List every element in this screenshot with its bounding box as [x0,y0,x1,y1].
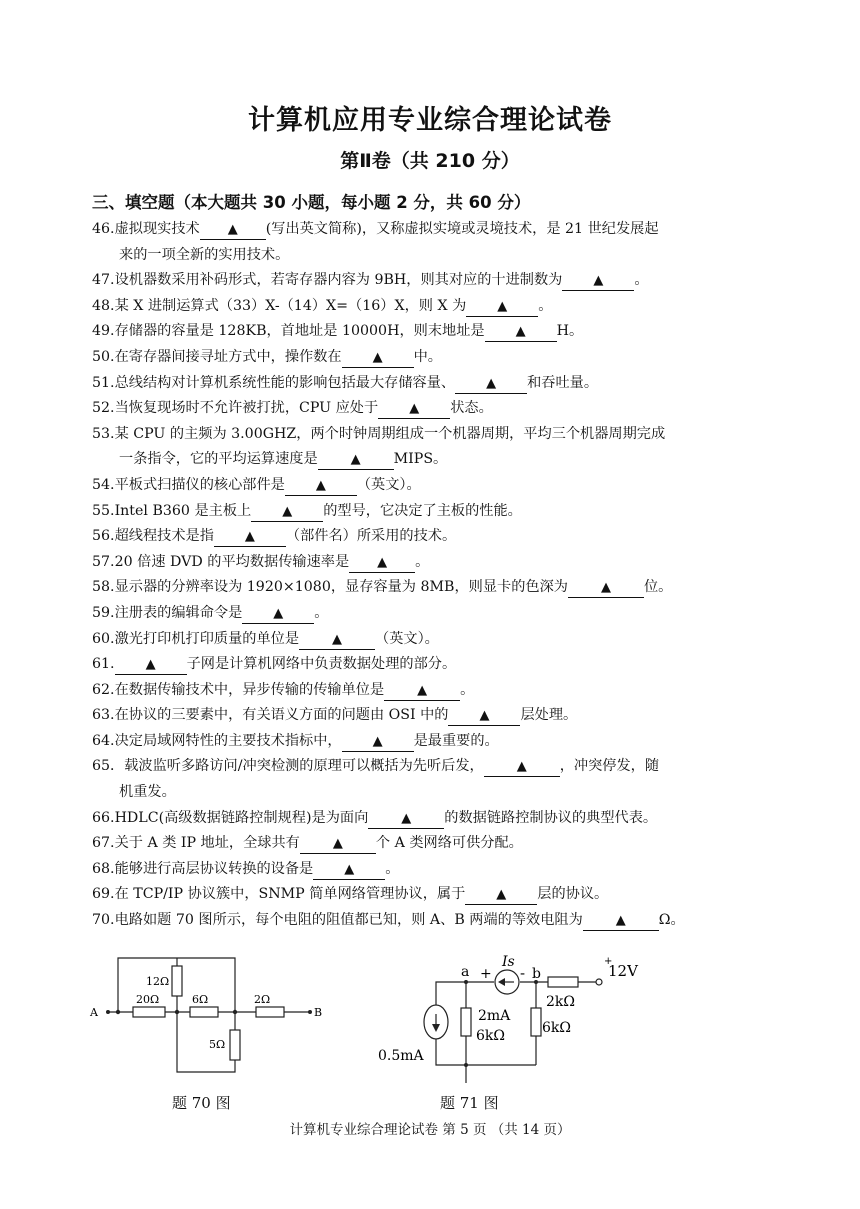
question-item [92,217,772,268]
question-item [92,627,772,653]
question-text: 63.在协议的三要素中，有关语义方面的问题由 OSI 中的 [92,707,449,724]
question-text: 68.能够进行高层协议转换的设备是 [92,860,314,877]
figure-70-caption: 题 70 图 [172,1094,231,1112]
question-item [92,550,772,576]
answer-blank[interactable]: ▲ [466,297,538,317]
circuit-figure-70 [88,950,323,1085]
question-text: 52.当恢复现场时不允许被打扰，CPU 应处于 [92,400,379,417]
question-text: 54.平板式扫描仪的核心部件是 [92,476,285,493]
answer-blank[interactable]: ▲ [242,604,314,624]
question-text: 67.关于 A 类 IP 地址，全球共有 [92,835,300,852]
question-text: 60.激光打印机打印质量的单位是 [92,630,300,647]
answer-blank[interactable]: ▲ [349,553,415,573]
question-item [92,268,772,294]
question-text: 。 [415,553,430,570]
terminal-b-label: B [314,1006,323,1019]
question-text: 46.虚拟现实技术 [92,221,200,237]
question-text: 53.某 CPU 的主频为 3.00GHZ，两个时钟周期组成一个机器周期，平均三个机器周期完成 [92,425,666,442]
question-text: 55.Intel B360 是主板上 [92,502,252,519]
question-text: 65．载波监听多路访问/冲突检测的原理可以概括为先听后发， [92,758,484,775]
node-b-label: b [532,966,541,982]
question-item [92,806,772,832]
question-item [92,652,772,678]
question-text: 50.在寄存器间接寻址方式中，操作数在 [92,348,342,365]
answer-blank[interactable]: ▲ [568,578,644,598]
answer-blank[interactable]: ▲ [448,706,520,726]
exam-title: 计算机应用专业综合理论试卷 [248,105,612,136]
resistor-12-label: 12Ω [146,975,170,988]
node-a-label: a [461,964,470,980]
answer-blank[interactable]: ▲ [115,655,187,675]
current-mid-label: 2mA [478,1008,511,1024]
answer-blank[interactable]: ▲ [318,450,394,470]
page-footer: 计算机专业综合理论试卷 第 5 页 （共 14 页） [289,1122,571,1138]
source-plus-sign: + [480,966,492,982]
answer-blank[interactable]: ▲ [465,885,537,905]
question-text: 51.总线结构对计算机系统性能的影响包括最大存储容量、 [92,374,456,391]
question-item [92,754,772,805]
question-text: 个 A 类网络可供分配。 [375,835,523,852]
question-text: 56.超线程技术是指 [92,528,214,545]
paper-subtitle: 第Ⅱ卷（共 210 分） [340,150,520,172]
question-text: ，冲突停发，随 [559,758,660,775]
question-text: 位。 [643,579,673,596]
question-text: H。 [556,323,584,340]
question-text: 状态。 [450,400,493,417]
question-text: 。 [634,272,649,289]
answer-blank[interactable]: ▲ [378,399,450,419]
question-text: 的数据链路控制协议的典型代表。 [444,809,658,826]
question-text: 58.显示器的分辨率设为 1920×1080，显存容量为 8MB，则显卡的色深为 [92,579,568,596]
resistor-5-label: 5Ω [209,1038,226,1051]
question-item [92,499,772,525]
answer-blank[interactable]: ▲ [299,630,375,650]
question-continuation: 机重发。 [119,784,176,801]
question-text: 层的协议。 [537,886,609,903]
question-item [92,345,772,371]
question-text: 59.注册表的编辑命令是 [92,604,243,621]
voltage-plus-sign: + [604,956,613,967]
question-item [92,396,772,422]
question-item [92,601,772,627]
question-item [92,703,772,729]
question-text: 48.某 X 进制运算式（33）X-（14）X=（16）X，则 X 为 [92,297,467,314]
question-text: 69.在 TCP/IP 协议簇中，SNMP 简单网络管理协议，属于 [92,886,466,903]
question-text: 是最重要的。 [413,732,499,749]
question-item [92,908,772,934]
question-text: （部件名）所采用的技术。 [285,528,457,545]
question-item [92,524,772,550]
answer-blank[interactable]: ▲ [485,322,557,342]
answer-blank[interactable]: ▲ [251,502,323,522]
question-item [92,371,772,397]
question-list [92,217,772,934]
question-text: （英文）。 [375,630,439,647]
question-text: 。 [460,681,475,698]
source-minus-sign: - [520,964,526,982]
question-text: 64.决定局域网特性的主要技术指标中， [92,732,342,749]
question-item [92,319,772,345]
question-item [92,678,772,704]
question-item [92,473,772,499]
question-continuation: 来的一项全新的实用技术。 [119,246,290,263]
answer-blank[interactable]: ▲ [285,476,357,496]
question-text: MIPS。 [393,451,448,468]
question-item [92,422,772,473]
question-item [92,882,772,908]
answer-blank[interactable]: ▲ [384,681,460,701]
question-text: 57.20 倍速 DVD 的平均数据传输速率是 [92,553,350,570]
question-text: 。 [538,297,553,314]
question-text: 子网是计算机网络中负责数据处理的部分。 [186,656,457,673]
answer-blank[interactable]: ▲ [214,527,286,547]
answer-blank[interactable]: ▲ [583,911,659,931]
circuit-figure-71 [376,950,638,1090]
question-text: 层处理。 [520,707,578,724]
question-text: Ω。 [658,912,685,929]
question-text: (写出英文简称)，又称虚拟实境或灵境技术，是 21 世纪发展起 [265,221,659,237]
question-item [92,831,772,857]
question-item [92,857,772,883]
answer-blank[interactable]: ▲ [342,732,414,752]
answer-blank[interactable]: ▲ [342,348,414,368]
question-text: 49.存储器的容量是 128KB，首地址是 10000H，则末地址是 [92,323,485,340]
question-item [92,729,772,755]
resistor-series-label: 2kΩ [546,994,575,1010]
answer-blank[interactable]: ▲ [313,860,385,880]
resistor-mid-label: 6kΩ [476,1028,505,1044]
resistor-20-label: 20Ω [136,993,160,1006]
resistor-2-label: 2Ω [254,993,271,1006]
resistor-6-label: 6Ω [192,993,209,1006]
figure-71-caption: 题 71 图 [440,1094,499,1112]
question-text: 62.在数据传输技术中，异步传输的传输单位是 [92,681,385,698]
answer-blank[interactable]: ▲ [455,374,527,394]
answer-blank[interactable]: ▲ [484,757,560,777]
section-heading: 三、填空题（本大题共 30 小题，每小题 2 分，共 60 分） [92,193,531,212]
voltage-label: 12V [608,962,638,980]
question-text: 一条指令，它的平均运算速度是 [119,451,318,468]
resistor-right-label: 6kΩ [542,1020,571,1036]
answer-blank[interactable]: ▲ [200,220,266,240]
question-text: 70.电路如题 70 图所示，每个电阻的阻值都已知，则 A、B 两端的等效电阻为 [92,912,583,929]
question-text: （英文）。 [356,476,421,493]
question-item [92,294,772,320]
question-text: 47.设机器数采用补码形式，若寄存器内容为 9BH，则其对应的十进制数为 [92,272,563,289]
question-item [92,575,772,601]
question-text: 和吞吐量。 [527,374,599,391]
answer-blank[interactable]: ▲ [562,271,634,291]
current-source-label: Is [502,954,515,970]
answer-blank[interactable]: ▲ [300,834,376,854]
question-text: 中。 [413,348,442,365]
terminal-a-label: A [90,1006,98,1019]
answer-blank[interactable]: ▲ [368,809,444,829]
question-text: 61. [92,656,115,673]
question-text: 66.HDLC(高级数据链路控制规程)是为面向 [92,809,369,826]
current-left-label: 0.5mA [378,1048,424,1064]
question-text: 。 [314,604,329,621]
question-text: 。 [385,860,400,877]
question-continuation [92,447,772,473]
question-text: 的型号，它决定了主板的性能。 [323,502,522,519]
